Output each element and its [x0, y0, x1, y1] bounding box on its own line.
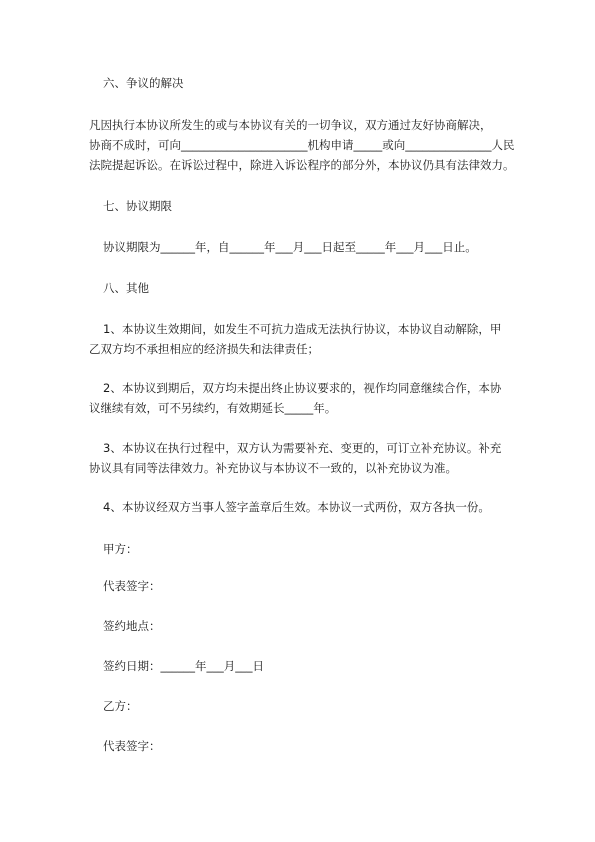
- section-8-item-4: 4、本协议经双方当事人签字盖章后生效。本协议一式两份，双方各执一份。: [103, 500, 490, 514]
- section-8-item-3-line-1: 3、本协议在执行过程中，双方认为需要补充、变更的，可订立补充协议。补充: [103, 441, 502, 455]
- party-a-label: 甲方：: [103, 542, 138, 556]
- signing-date: 签约日期：______年___月___日: [103, 659, 264, 673]
- section-8-item-2-line-1: 2、本协议到期后，双方均未提出终止协议要求的，视作均同意继续合作，本协: [103, 381, 502, 395]
- section-8-item-1-line-1: 1、本协议生效期间，如发生不可抗力造成无法执行协议，本协议自动解除，甲: [103, 322, 502, 336]
- party-b-representative-signature: 代表签字：: [103, 739, 161, 753]
- section-6-line-1: 凡因执行本协议所发生的或与本协议有关的一切争议，双方通过友好协商解决，: [89, 118, 492, 132]
- section-7-heading: 七、协议期限: [103, 199, 172, 213]
- section-8-item-2-line-2: 议继续有效，可不另续约，有效期延长_____年。: [89, 401, 337, 415]
- section-8-item-1-line-2: 乙双方均不承担相应的经济损失和法律责任；: [89, 342, 319, 356]
- section-7-term-line: 协议期限为______年，自______年___月___日起至_____年___月___日止。: [103, 240, 477, 254]
- party-b-label: 乙方：: [103, 699, 138, 713]
- section-6-heading: 六、争议的解决: [103, 76, 184, 90]
- signing-place: 签约地点：: [103, 619, 161, 633]
- section-8-heading: 八、其他: [103, 281, 149, 295]
- section-6-line-3: 法院提起诉讼。在诉讼过程中，除进入诉讼程序的部分外，本协议仍具有法律效力。: [89, 158, 515, 172]
- section-6-line-2: 协商不成时，可向______________________机构申请_____或向_______________人民: [89, 138, 515, 152]
- party-a-representative-signature: 代表签字：: [103, 579, 161, 593]
- section-8-item-3-line-2: 协议具有同等法律效力。补充协议与本协议不一致的，以补充协议为准。: [89, 461, 457, 475]
